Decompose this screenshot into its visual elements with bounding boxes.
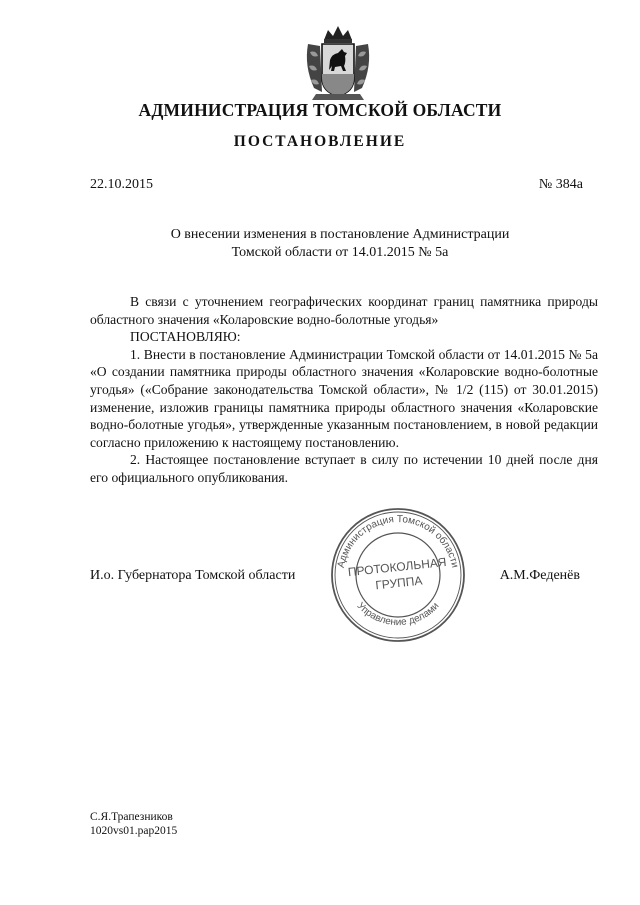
coat-of-arms-icon (302, 22, 374, 102)
footer-author: С.Я.Трапезников (90, 811, 173, 823)
preamble-paragraph: В связи с уточнением географических координат границ памятника природы областного значения «Коларовские водно-болотные угодья» (90, 294, 598, 327)
document-subject (110, 226, 570, 262)
document-number: № 384а (538, 177, 583, 192)
signatory-role: И.о. Губернатора Томской области (90, 568, 296, 583)
stamp-outer-text: Администрация Томской области (335, 513, 461, 569)
stamp-center-line-2: ГРУППА (374, 573, 424, 593)
stamp-center-line-1: ПРОТОКОЛЬНАЯ (347, 554, 448, 580)
subject-line-2: Томской области от 14.01.2015 № 5а (231, 245, 449, 260)
item-2-paragraph: 2. Настоящее постановление вступает в силу по истечении 10 дней после дня его официального опубликования. (90, 452, 598, 485)
document-type: ПОСТАНОВЛЕНИЕ (233, 133, 407, 150)
stamp-bottom-text: Управление делами (354, 600, 442, 629)
item-1-paragraph: 1. Внести в постановление Администрации Томской области от 14.01.2015 № 5а «О создании памятника природы областного значения «Коларовские водно-болотные угодья» («Собрание законодательства Томской области», № 1/2 (115) от 30.01.2015) изменение, изложив границы памятника природы областного значения «Коларовские водно-болотные угодья», утвержденные указанным постановлением, в новой редакции согласно приложению к настоящему постановлению. (90, 346, 598, 450)
decree-word: ПОСТАНОВЛЯЮ: (130, 329, 241, 345)
official-stamp (326, 503, 470, 643)
organization-name: АДМИНИСТРАЦИЯ ТОМСКОЙ ОБЛАСТИ (138, 100, 502, 120)
signatory-name: А.М.Феденёв (499, 568, 580, 583)
footer-file: 1020vs01.pap2015 (90, 825, 178, 837)
document-body (90, 293, 598, 487)
document-date: 22.10.2015 (90, 177, 153, 192)
subject-line-1: О внесении изменения в постановление Администрации (170, 227, 510, 242)
footer-info (90, 810, 177, 838)
